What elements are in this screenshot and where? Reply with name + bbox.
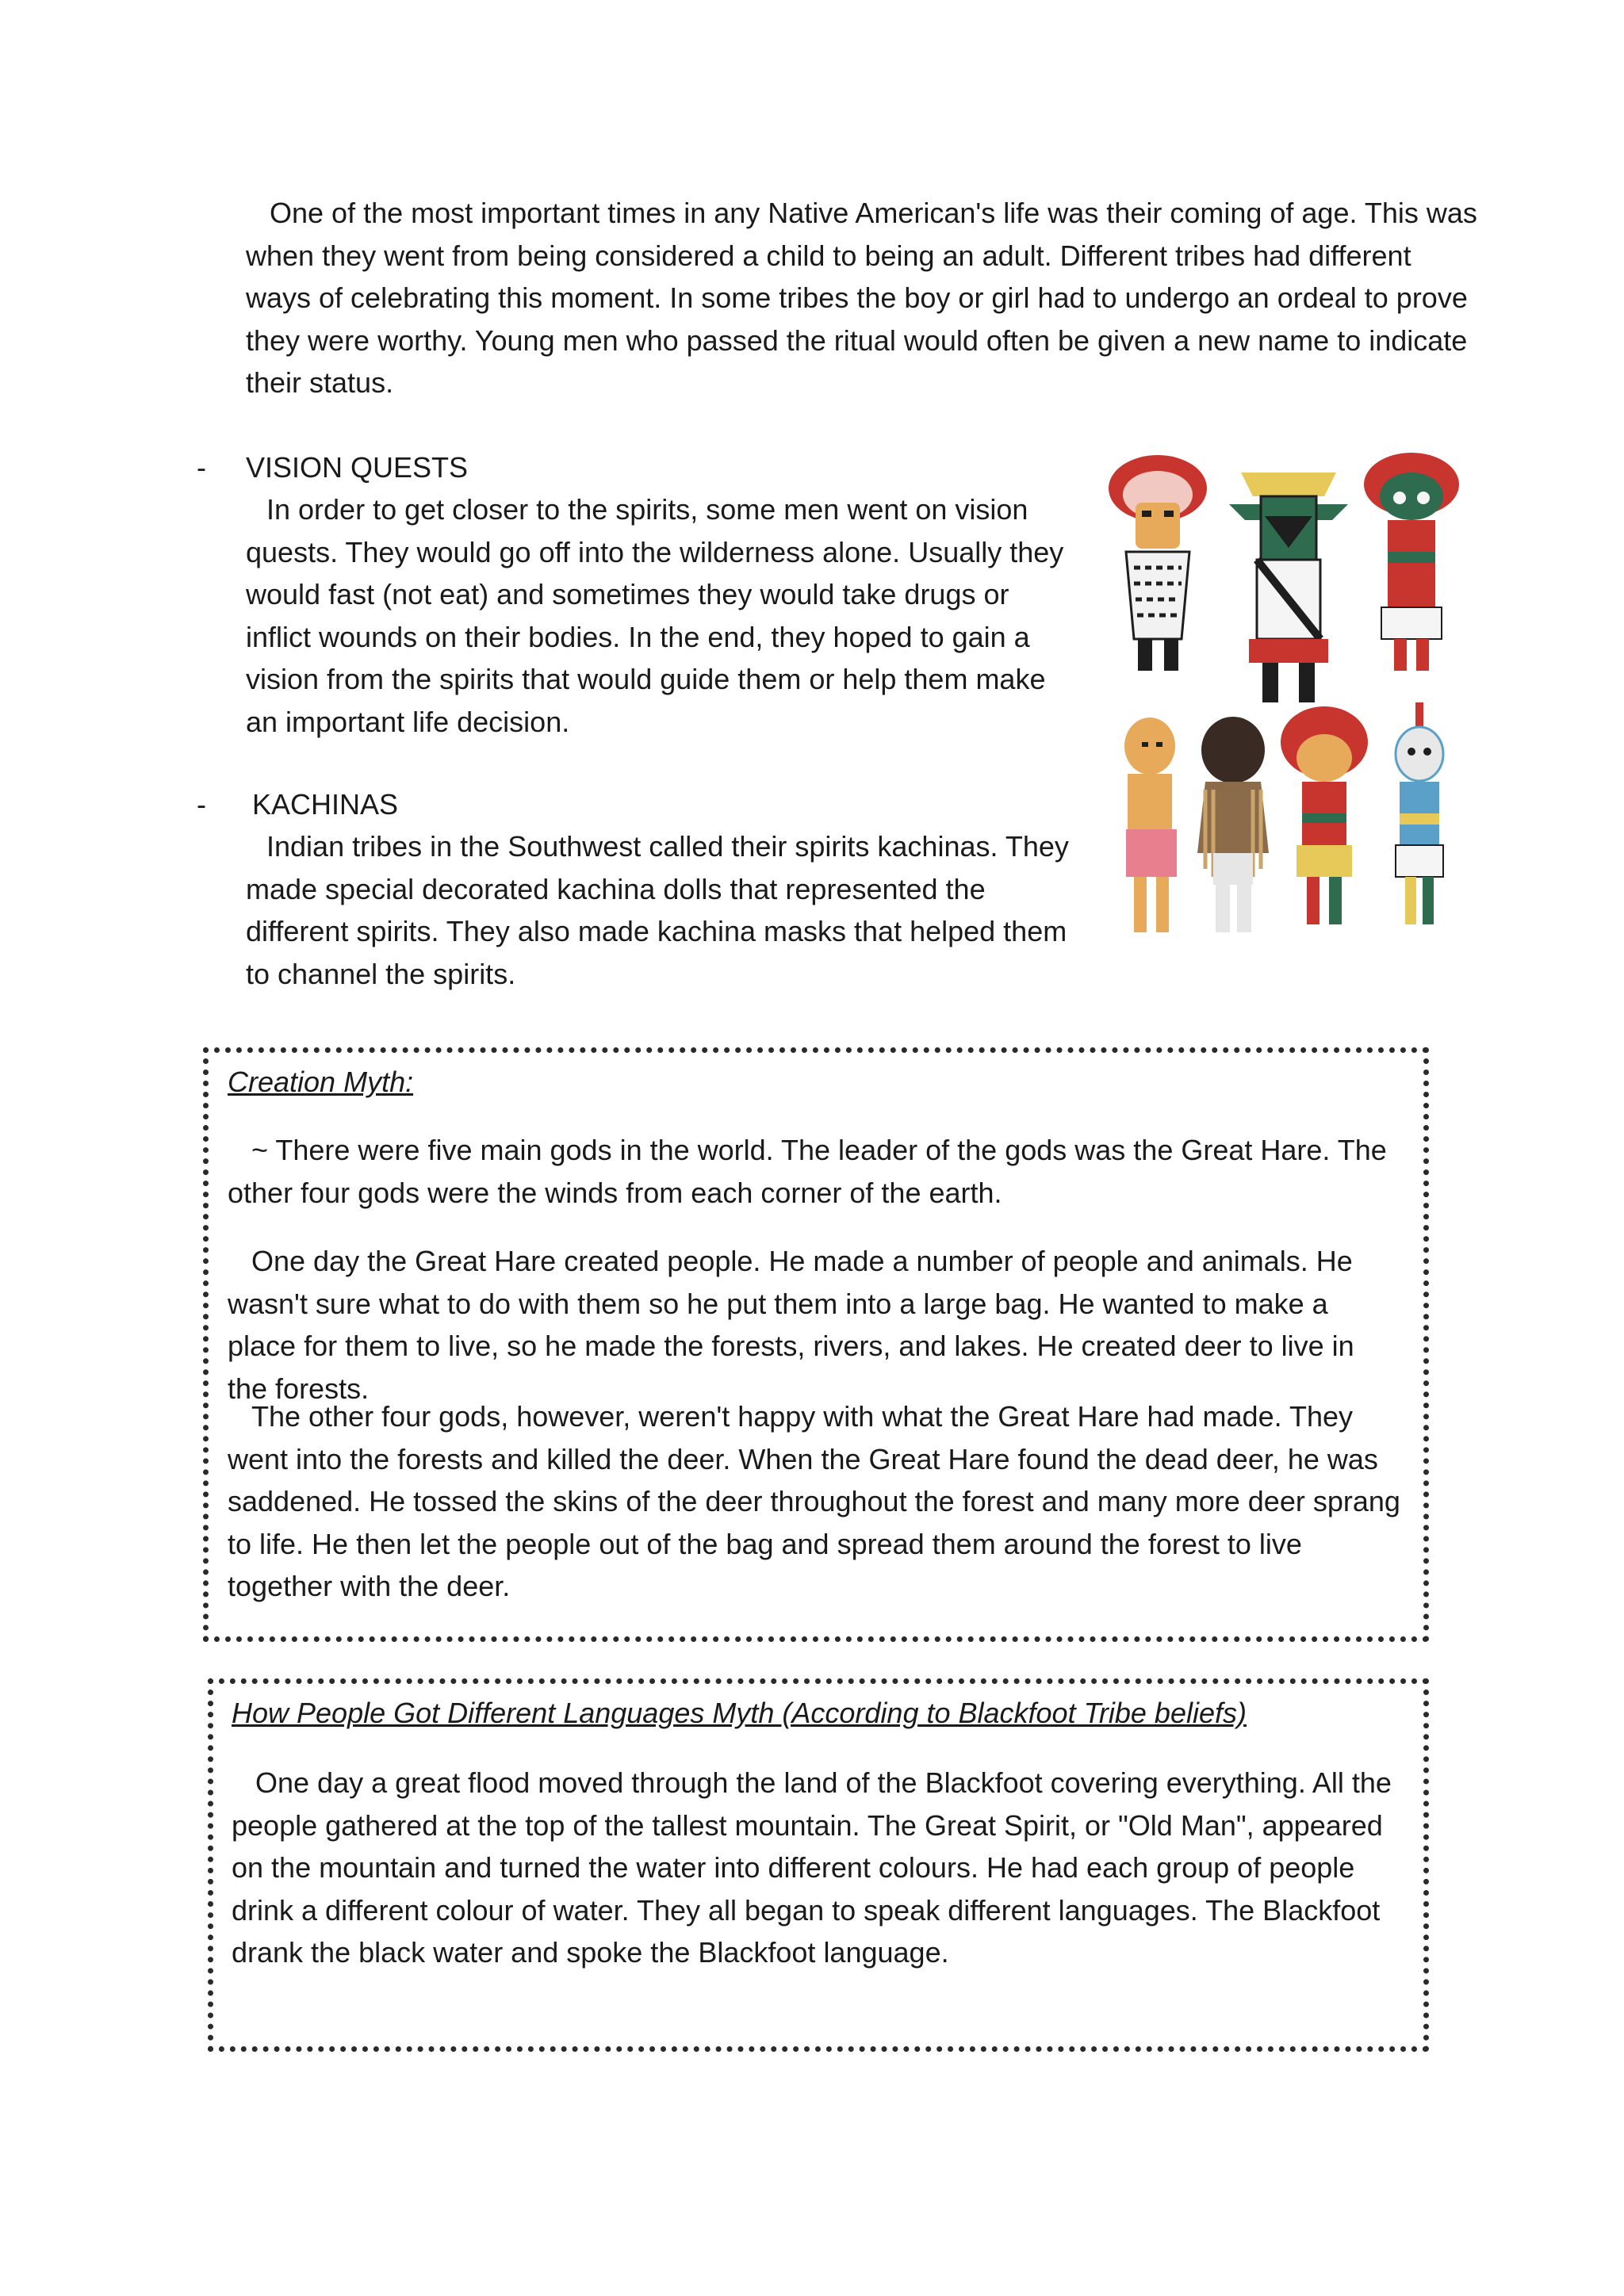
creation-myth-paragraph-1: ~ There were five main gods in the world. The leader of the gods was the Great Hare. The other four gods were the winds from each corner of the earth. bbox=[228, 1134, 1387, 1209]
creation-myth-paragraph-3: The other four gods, however, weren't happy with what the Great Hare had made. They went into the forests and killed the deer. When the Great Hare found the dead deer, he was saddened. He tossed the skins of the deer throughout the forest and many more deer sprang to life. He then let the people out of the bag and spread them around the forest to live together with the deer. bbox=[228, 1400, 1400, 1602]
kachina-doll-5 bbox=[1197, 717, 1269, 932]
bullet-dash-kachinas: - bbox=[197, 788, 206, 821]
kachina-doll-7 bbox=[1396, 702, 1443, 924]
kachina-doll-1 bbox=[1109, 455, 1207, 671]
section-body-kachinas: Indian tribes in the Southwest called their spirits kachinas. They made special decorated kachina dolls that represented the different spirits. They also made kachina masks that helped them to channel the spirits. bbox=[246, 830, 1069, 990]
kachina-dolls-icon bbox=[1094, 441, 1484, 953]
intro-paragraph: One of the most important times in any Native American's life was their coming of age. This was when they went from being considered a child to being an adult. Different tribes had different ways of celebrating this moment. In some tribes the boy or girl had to undergo an ordeal to prove they were worthy. Young men who passed the ritual would often be given a new name to indicate their status. bbox=[246, 197, 1477, 399]
kachina-doll-4 bbox=[1124, 718, 1177, 932]
kachina-doll-2 bbox=[1229, 473, 1348, 702]
creation-myth-paragraph-2: One day the Great Hare created people. He made a number of people and animals. He wasn't sure what to do with them so he put them into a large bag. He wanted to make a place for them to live, so he made the forests, rivers, and lakes. He created deer to live in the forests. bbox=[228, 1245, 1354, 1405]
kachina-doll-3 bbox=[1364, 453, 1459, 671]
languages-myth-title: How People Got Different Languages Myth (According to Blackfoot Tribe beliefs) bbox=[232, 1697, 1247, 1729]
intro-section bbox=[246, 192, 1483, 404]
languages-myth-paragraph: One day a great flood moved through the land of the Blackfoot covering everything. All the people gathered at the top of the tallest mountain. The Great Spirit, or "Old Man", appeared on the mountain and turned the water into different colours. He had each group of people drink a different colour of water. They all began to speak different languages. The Blackfoot drank the black water and spoke the Blackfoot language. bbox=[232, 1766, 1392, 1969]
section-heading-vision-quests: VISION QUESTS bbox=[246, 451, 469, 484]
section-heading-kachinas: KACHINAS bbox=[252, 788, 399, 821]
bullet-dash-vision: - bbox=[197, 451, 206, 484]
kachina-dolls-image bbox=[1094, 441, 1484, 953]
section-body-vision-quests: In order to get closer to the spirits, some men went on vision quests. They would go off into the wilderness alone. Usually they would fast (not eat) and sometimes they would take drugs or inflict wounds on their bodies. In the end, they hoped to gain a vision from the spirits that would guide them or help them make an important life decision. bbox=[246, 493, 1064, 738]
creation-myth-title: Creation Myth: bbox=[228, 1066, 414, 1098]
kachina-doll-6 bbox=[1281, 706, 1368, 924]
